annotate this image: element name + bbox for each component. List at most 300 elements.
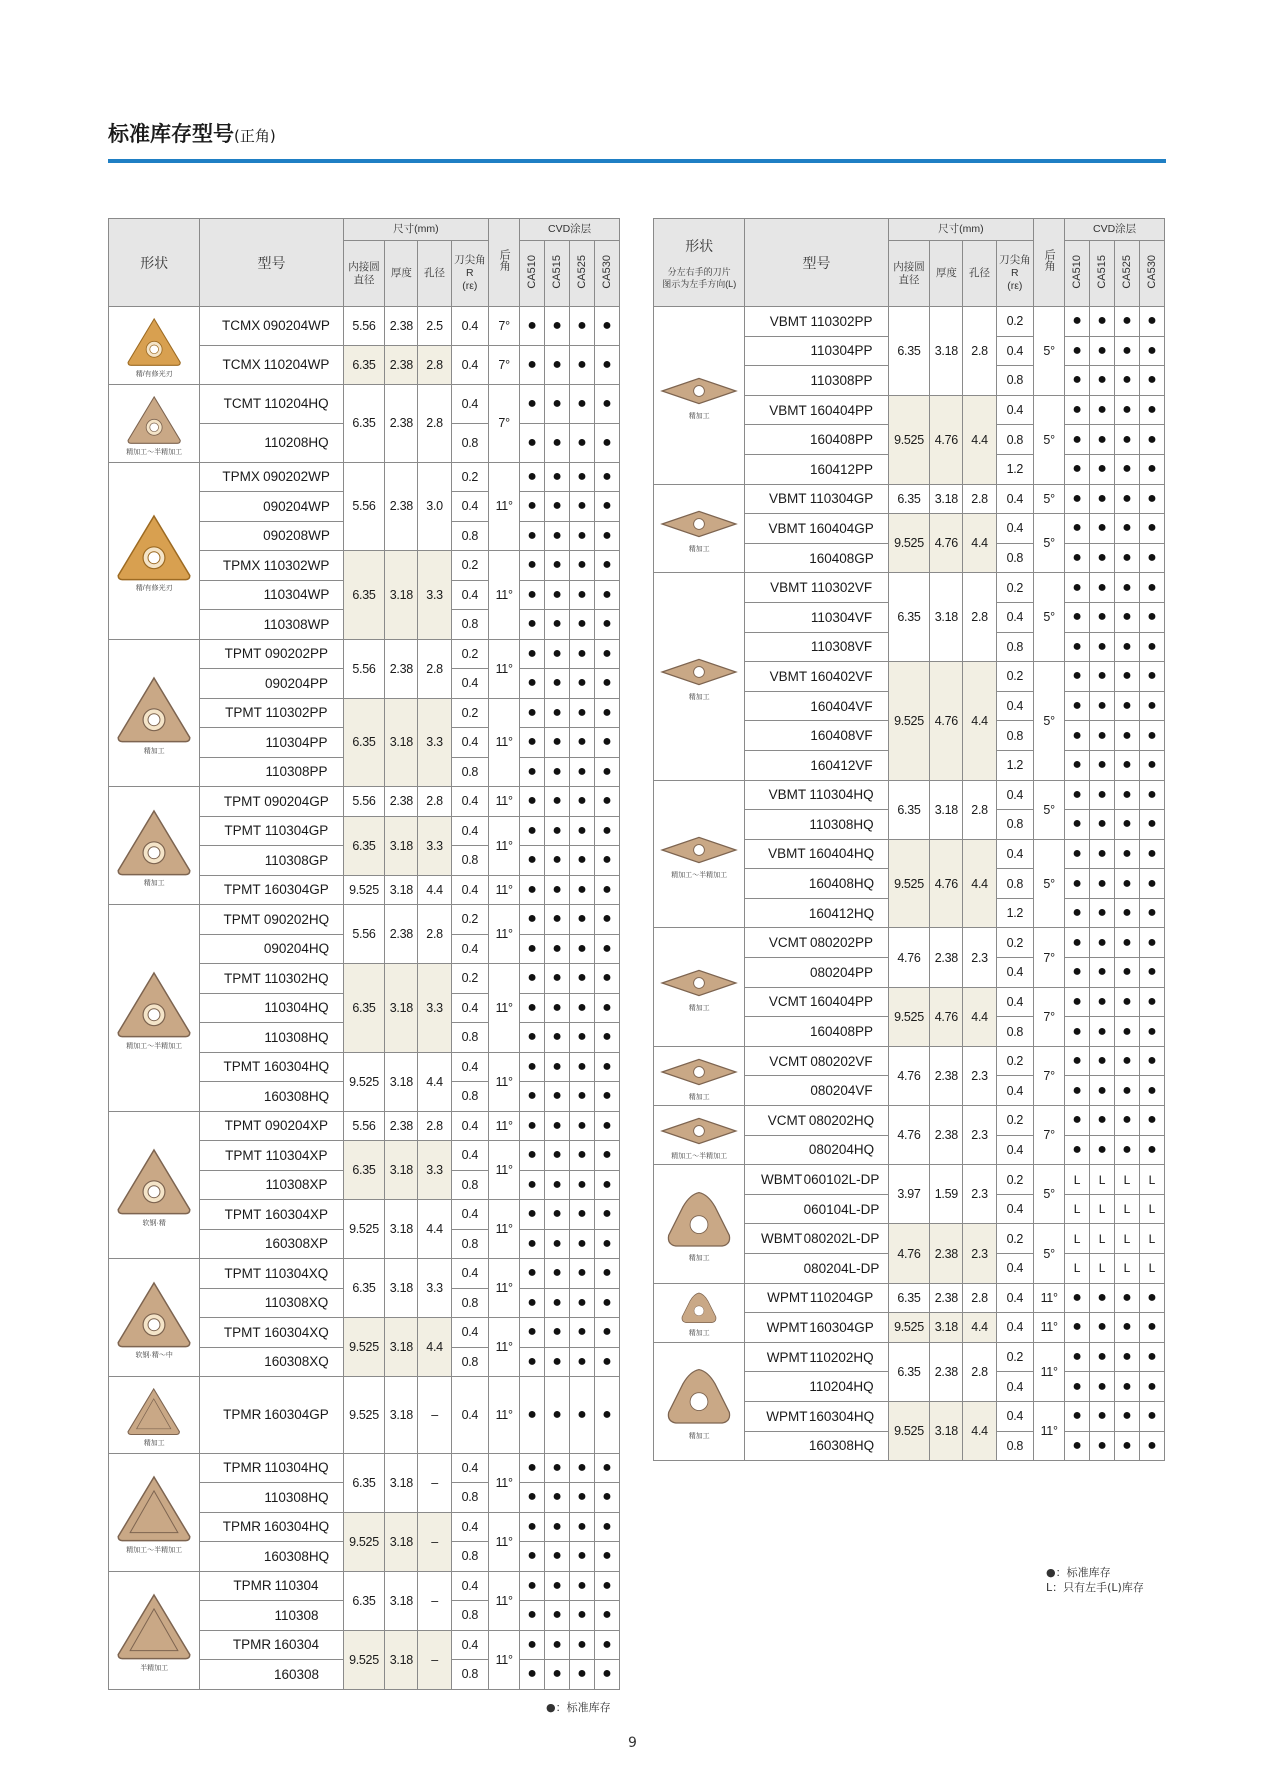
shape-caption: 精加工 [688,1093,710,1101]
stock-ca530: ● [1139,336,1164,366]
stock-ca530: ● [594,1111,619,1141]
cell-ic: 6.35 [343,1141,385,1200]
stock-ca530: ● [594,423,619,462]
stock-ca525: ● [570,698,595,728]
model-cell [200,1052,343,1082]
cell-thickness: 3.18 [385,816,418,875]
model-series: TPMT [224,1265,262,1281]
cell-ic: 5.56 [343,1111,385,1141]
stock-ca510: ● [520,1318,545,1348]
model-code: 160308HQ [808,1438,875,1454]
model-cell [745,958,888,988]
cell-ic: 9.525 [888,395,930,484]
cell-nose-radius: 0.4 [996,1313,1033,1343]
stock-ca510: ● [1065,425,1090,455]
cell-clearance: 11° [489,1200,520,1259]
cell-nose-radius: 0.4 [451,1318,488,1348]
stock-ca510: ● [520,934,545,964]
stock-ca515: L [1090,1254,1115,1284]
stock-ca510: ● [520,1601,545,1631]
stock-ca525: ● [1115,1017,1140,1047]
cell-nose-radius: 0.4 [451,1200,488,1230]
model-code: 090204HQ [263,941,330,957]
cell-nose-radius: 0.8 [451,1229,488,1259]
model-cell [745,1135,888,1165]
model-code: 160304GP [809,1319,874,1335]
model-series: TCMX [222,357,261,373]
stock-ca510: ● [520,1288,545,1318]
stock-ca530: ● [1139,1106,1164,1136]
stock-ca525: ● [1115,514,1140,544]
cell-nose-radius: 1.2 [996,454,1033,484]
cell-hole: 3.3 [418,698,451,787]
cell-nose-radius: 0.8 [996,632,1033,662]
stock-ca515: ● [545,1571,570,1601]
cell-nose-radius: 0.4 [996,395,1033,425]
cell-clearance: 7° [489,307,520,346]
model-code: 060104L-DP [803,1201,880,1217]
cell-nose-radius: 0.4 [996,1194,1033,1224]
cell-clearance: 7° [489,345,520,384]
model-code: 110204GP [809,1290,874,1306]
cell-nose-radius: 0.2 [996,573,1033,603]
model-cell [200,875,343,905]
model-cell [200,1259,343,1289]
model-code: 110304HQ [264,1460,329,1476]
legend-right [1046,1565,1144,1595]
cell-thickness: 3.18 [385,1318,418,1377]
cell-clearance: 11° [1034,1401,1065,1460]
stock-ca515: ● [545,307,570,346]
stock-ca510: ● [520,1082,545,1112]
model-code: 160404PP [810,402,874,418]
cell-clearance: 11° [489,1052,520,1111]
model-series: VBMT [768,846,806,862]
stock-ca510: ● [520,1052,545,1082]
model-cell [745,1401,888,1431]
model-cell [745,514,888,544]
stock-ca530: ● [1139,1135,1164,1165]
stock-ca530: ● [594,384,619,423]
shape-cell [654,928,745,1046]
shape-caption: 精加工 [688,413,710,421]
model-code: 160304GP [264,882,329,898]
shape-caption: 精加工～半精加工 [671,1153,728,1161]
cell-nose-radius: 0.4 [451,1453,488,1483]
stock-ca510: ● [520,757,545,787]
model-cell [200,787,343,817]
model-cell [745,928,888,958]
stock-ca530: ● [1139,958,1164,988]
cell-nose-radius: 0.4 [451,1141,488,1171]
model-cell [745,1372,888,1402]
stock-ca515: ● [545,757,570,787]
stock-ca525: ● [570,787,595,817]
header-thickness: 厚度 [385,241,418,307]
stock-ca510: ● [1065,307,1090,337]
stock-ca515: ● [1090,810,1115,840]
stock-ca510: ● [520,905,545,935]
stock-ca525: ● [570,1571,595,1601]
stock-ca530: ● [594,1571,619,1601]
model-code: 160408GP [809,550,874,566]
stock-ca530: ● [1139,898,1164,928]
model-cell [200,521,343,551]
cell-nose-radius: 0.4 [996,691,1033,721]
model-cell [745,366,888,396]
cell-nose-radius: 0.4 [996,1076,1033,1106]
model-series: VCMT [768,994,808,1010]
cell-nose-radius: 0.2 [451,551,488,581]
cell-clearance: 5° [1034,514,1065,573]
stock-ca530: ● [1139,1046,1164,1076]
stock-ca510: ● [1065,869,1090,899]
stock-ca525: ● [1115,898,1140,928]
header-shape [109,219,200,307]
stock-ca515: ● [545,492,570,522]
model-cell [200,964,343,994]
stock-ca525: ● [1115,958,1140,988]
stock-ca530: ● [1139,543,1164,573]
stock-ca515: L [1090,1165,1115,1195]
cell-nose-radius: 0.4 [451,1630,488,1660]
table-row [109,1453,620,1483]
stock-ca530: ● [594,1483,619,1513]
insert-illustration [125,394,183,445]
model-code: 160404HQ [808,846,875,862]
model-cell [200,1483,343,1513]
model-code: 110202HQ [809,1349,874,1365]
cell-clearance: 5° [1034,839,1065,928]
stock-ca525: ● [570,1630,595,1660]
cell-thickness: 3.18 [930,1401,963,1460]
model-code: 110302HQ [264,970,329,986]
stock-ca530: ● [594,1082,619,1112]
stock-ca530: ● [594,1023,619,1053]
model-cell [745,898,888,928]
model-cell [200,1542,343,1572]
cell-clearance: 11° [1034,1313,1065,1343]
insert-illustration [657,654,741,690]
model-cell [745,721,888,751]
cell-thickness: 4.76 [930,987,963,1046]
model-series: VCMT [767,1112,806,1128]
model-code: 090204GP [264,793,329,809]
stock-ca525: ● [1115,662,1140,692]
table-row [654,928,1165,958]
model-code: 080204VF [810,1083,873,1099]
model-code: 160402VF [810,668,873,684]
model-code: 160412HQ [808,905,875,921]
cell-nose-radius: 0.4 [451,816,488,846]
shape-cell [654,307,745,485]
stock-ca515: ● [1090,366,1115,396]
stock-ca525: ● [570,492,595,522]
cell-nose-radius: 0.8 [996,1017,1033,1047]
stock-ca510: ● [520,1111,545,1141]
table-row [109,787,620,817]
stock-ca510: ● [1065,1401,1090,1431]
cell-nose-radius: 0.2 [451,462,488,492]
stock-ca530: ● [1139,662,1164,692]
stock-ca515: ● [545,1023,570,1053]
shape-cell [109,462,200,639]
stock-ca515: ● [1090,514,1115,544]
cell-clearance: 5° [1034,1165,1065,1224]
cell-hole: 4.4 [963,839,996,928]
stock-ca510: ● [520,462,545,492]
cell-thickness: 3.18 [385,1200,418,1259]
cell-ic: 6.35 [343,384,385,462]
stock-ca530: ● [594,1347,619,1377]
model-code: 160408VF [810,728,873,744]
cell-ic: 9.525 [888,987,930,1046]
model-code: 110304XQ [264,1265,329,1281]
stock-ca515: ● [545,1601,570,1631]
stock-ca530: L [1139,1165,1164,1195]
model-cell [745,1431,888,1461]
stock-ca530: ● [1139,691,1164,721]
model-series: VBMT [770,580,808,596]
model-code: 160404PP [810,994,874,1010]
cell-nose-radius: 0.4 [451,345,488,384]
stock-ca525: ● [1115,1106,1140,1136]
stock-ca530: ● [594,1318,619,1348]
header-grade-ca515: CA515 [545,241,570,307]
cell-hole: 2.8 [963,484,996,514]
cell-nose-radius: 0.2 [996,1342,1033,1372]
cell-thickness: 3.18 [385,551,418,640]
stock-ca515: ● [1090,1431,1115,1461]
stock-ca525: ● [570,1483,595,1513]
header-shape-note: 分左右手的刀片 图示为左手方向(L) [662,266,737,289]
stock-ca530: ● [1139,395,1164,425]
stock-ca525: ● [570,993,595,1023]
stock-ca515: ● [545,384,570,423]
stock-ca530: ● [594,728,619,758]
cell-ic: 9.525 [888,1313,930,1343]
model-code: 090204WP [263,318,330,334]
cell-thickness: 2.38 [385,1111,418,1141]
model-series: TPMR [233,1578,272,1594]
shape-cell [109,1377,200,1454]
stock-ca525: ● [1115,810,1140,840]
stock-ca530: ● [1139,1283,1164,1313]
stock-ca525: L [1115,1165,1140,1195]
table-row [654,1342,1165,1372]
stock-ca515: L [1090,1224,1115,1254]
model-cell [745,484,888,514]
table-row [109,1111,620,1141]
stock-ca525: ● [570,1512,595,1542]
stock-ca510: ● [520,964,545,994]
stock-ca510: ● [520,1200,545,1230]
stock-ca525: ● [1115,1431,1140,1461]
stock-ca515: ● [1090,1106,1115,1136]
cell-nose-radius: 0.4 [451,1571,488,1601]
cell-thickness: 3.18 [385,964,418,1053]
cell-hole: 2.3 [963,928,996,987]
stock-ca525: ● [570,1377,595,1454]
model-series: VBMT [768,491,807,507]
model-code: 160304GP [264,1407,329,1423]
stock-ca530: ● [594,1453,619,1483]
cell-nose-radius: 0.8 [451,1170,488,1200]
stock-ca515: ● [1090,1342,1115,1372]
insert-illustration [125,316,183,367]
stock-ca525: ● [570,757,595,787]
stock-ca530: ● [594,1601,619,1631]
stock-ca530: ● [594,462,619,492]
stock-ca530: ● [594,1512,619,1542]
model-code: 160412VF [810,757,873,773]
stock-ca525: ● [570,521,595,551]
model-cell [200,1571,343,1601]
model-series: TPMT [224,970,261,986]
cell-nose-radius: 0.2 [996,1046,1033,1076]
page-number: 9 [628,1735,637,1751]
stock-ca530: ● [594,492,619,522]
shape-cell [109,1453,200,1571]
cell-clearance: 11° [489,1512,520,1571]
cell-nose-radius: 0.4 [996,336,1033,366]
cell-ic: 5.56 [343,639,385,698]
model-cell [200,1288,343,1318]
cell-clearance: 11° [489,1111,520,1141]
shape-caption: 精加工 [143,1439,165,1447]
stock-ca515: ● [545,1630,570,1660]
model-cell [200,1453,343,1483]
stock-ca515: ● [545,1170,570,1200]
cell-thickness: 3.18 [385,875,418,905]
model-series: WBMT [761,1231,803,1247]
cell-nose-radius: 0.4 [451,1512,488,1542]
stock-ca530: ● [594,1141,619,1171]
cell-ic: 4.76 [888,1046,930,1105]
stock-ca510: ● [520,423,545,462]
stock-ca510: ● [520,698,545,728]
stock-ca515: ● [545,875,570,905]
stock-ca515: ● [1090,869,1115,899]
stock-ca510: ● [520,521,545,551]
model-cell [200,462,343,492]
header-grade-ca510: CA510 [1065,241,1090,307]
header-coating: CVD涂层 [1065,219,1165,241]
model-code: 110304VF [810,609,873,625]
stock-ca515: ● [1090,454,1115,484]
stock-ca530: ● [594,993,619,1023]
legend-left [546,1700,611,1715]
cell-hole: – [418,1377,451,1454]
cell-nose-radius: 0.8 [451,1288,488,1318]
cell-ic: 9.525 [343,1630,385,1689]
stock-ca515: ● [1090,839,1115,869]
cell-clearance: 11° [489,462,520,551]
stock-ca530: ● [1139,721,1164,751]
cell-thickness: 3.18 [385,1630,418,1689]
cell-ic: 5.56 [343,905,385,964]
model-cell [745,1313,888,1343]
cell-nose-radius: 0.4 [996,1135,1033,1165]
stock-ca530: ● [594,1660,619,1690]
cell-clearance: 11° [489,875,520,905]
stock-ca515: ● [1090,543,1115,573]
stock-ca510: ● [520,728,545,758]
model-code: 160304 [274,1637,320,1653]
model-series: TPMR [223,1460,262,1476]
table-row [654,780,1165,810]
cell-nose-radius: 0.4 [451,993,488,1023]
cell-hole: 3.3 [418,1141,451,1200]
model-cell [745,395,888,425]
stock-ca515: ● [1090,721,1115,751]
stock-ca510: ● [1065,632,1090,662]
model-cell [745,543,888,573]
shape-cell [109,787,200,905]
model-code: 060102L-DP [803,1172,880,1188]
stock-ca515: ● [545,423,570,462]
stock-ca510: ● [1065,1017,1090,1047]
model-code: 160408HQ [808,876,875,892]
cell-nose-radius: 0.8 [996,425,1033,455]
stock-ca515: ● [545,1111,570,1141]
model-code: 160304HQ [263,1059,330,1075]
stock-ca525: ● [570,905,595,935]
cell-ic: 6.35 [343,551,385,640]
page-title-sub: (正角) [234,127,276,145]
model-cell [745,869,888,899]
shape-cell [109,1259,200,1377]
stock-ca510: ● [1065,1313,1090,1343]
stock-ca530: ● [1139,1017,1164,1047]
model-code: 110204HQ [809,1379,874,1395]
stock-ca530: L [1139,1224,1164,1254]
model-cell [745,1254,888,1284]
cell-thickness: 3.18 [385,1259,418,1318]
stock-ca530: ● [594,1200,619,1230]
cell-hole: 4.4 [963,987,996,1046]
cell-nose-radius: 0.4 [996,1372,1033,1402]
cell-ic: 9.525 [888,662,930,780]
model-code: 110308WP [263,616,330,632]
stock-ca515: ● [545,1542,570,1572]
model-code: 090208WP [263,528,330,544]
model-series: TPMX [222,557,261,573]
stock-ca515: L [1090,1194,1115,1224]
stock-ca510: ● [520,846,545,876]
stock-ca515: ● [1090,336,1115,366]
stock-ca525: ● [570,1082,595,1112]
model-series: TPMR [223,1407,262,1423]
stock-ca510: ● [520,1229,545,1259]
stock-ca510: ● [520,1141,545,1171]
stock-ca525: ● [1115,573,1140,603]
stock-ca510: ● [1065,1283,1090,1313]
stock-ca525: ● [1115,307,1140,337]
cell-clearance: 7° [489,384,520,462]
stock-ca525: ● [1115,928,1140,958]
model-code: 090204XP [265,1118,329,1134]
stock-ca515: ● [545,1512,570,1542]
cell-thickness: 3.18 [930,573,963,662]
cell-thickness: 2.38 [930,1106,963,1165]
stock-ca530: ● [594,1170,619,1200]
model-series: TPMX [222,469,260,485]
stock-ca525: ● [570,307,595,346]
model-cell [200,1229,343,1259]
header-shape [654,219,745,307]
stock-ca515: ● [545,1259,570,1289]
